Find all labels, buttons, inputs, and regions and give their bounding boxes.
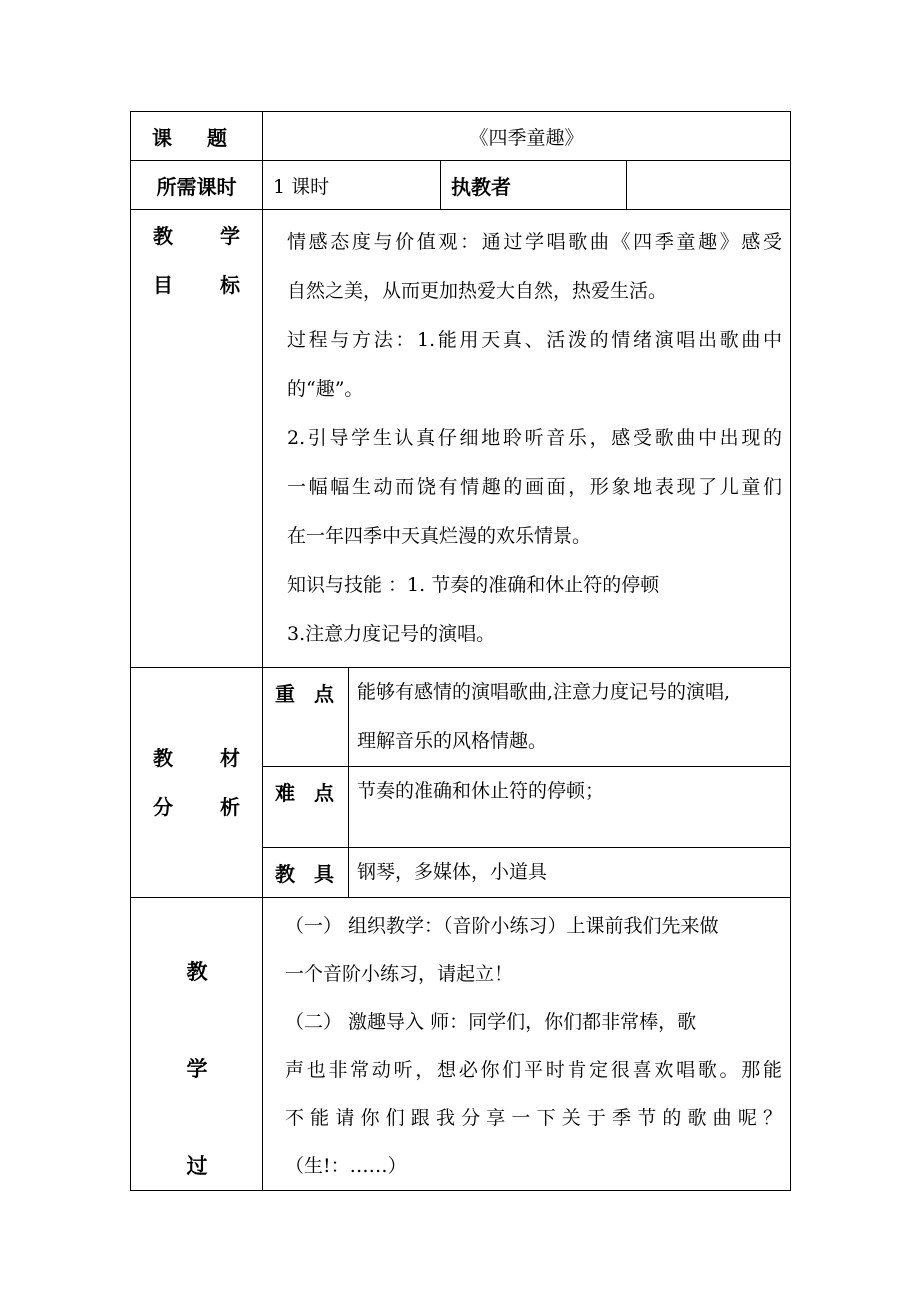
topic-label: 课 题 (131, 112, 263, 161)
lesson-plan-document (130, 111, 790, 1191)
objective-line: 一幅幅生动而饶有情趣的画面，形象地表现了儿童们 (287, 476, 783, 498)
objectives-row (131, 210, 791, 668)
process-label-char: 过 (186, 1154, 208, 1178)
materials-label-line2: 分 析 (153, 794, 260, 819)
process-row (131, 898, 791, 1191)
process-line: 声也非常动听，想必你们平时肯定很喜欢唱歌。那能 (285, 1059, 783, 1081)
objectives-label (131, 210, 263, 668)
tools-label: 教 具 (263, 848, 349, 898)
objective-line: 知识与技能 ：1. 节奏的准确和休止符的停顿 (287, 574, 660, 596)
topic-row (131, 112, 791, 161)
objective-line: 的“趣”。 (287, 378, 364, 400)
process-label-char: 学 (186, 1057, 208, 1081)
teacher-label: 执教者 (441, 161, 627, 210)
key-points-content (349, 668, 791, 767)
materials-label (131, 668, 263, 898)
teacher-value (627, 161, 791, 210)
process-content (263, 898, 791, 1191)
difficulty-label: 难 点 (263, 767, 349, 848)
objective-line: 自然之美，从而更加热爱大自然，热爱生活。 (287, 280, 668, 302)
objective-line: 在一年四季中天真烂漫的欢乐情景。 (287, 525, 592, 547)
topic-value: 《四季童趣》 (263, 112, 791, 161)
key-points-line: 理解音乐的风格情趣。 (357, 730, 548, 752)
process-line: 一个音阶小练习，请起立！ (285, 963, 514, 985)
process-label (131, 898, 263, 1191)
materials-label-line1: 教 材 (153, 745, 260, 770)
hours-value: 1 课时 (263, 161, 441, 210)
objective-line: 2.引导学生认真仔细地聆听音乐，感受歌曲中出现的 (287, 427, 783, 449)
key-points-line: 能够有感情的演唱歌曲,注意力度记号的演唱, (357, 681, 731, 703)
objective-line: 情感态度与价值观：通过学唱歌曲《四季童趣》感受 (287, 231, 783, 253)
difficulty-text: 节奏的准确和休止符的停顿； (357, 780, 605, 802)
hours-label: 所需课时 (131, 161, 263, 210)
process-line: （二） 激趣导入 师：同学们，你们都非常棒，歌 (285, 1011, 697, 1033)
objectives-content (263, 210, 791, 668)
key-points-row (131, 668, 791, 767)
difficulty-cell (349, 767, 791, 848)
key-points-label: 重 点 (263, 668, 349, 767)
objectives-label-line2: 目 标 (153, 273, 260, 297)
objective-line: 过程与方法：1.能用天真、活泼的情绪演唱出歌曲中 (287, 329, 783, 351)
lesson-plan-table (130, 111, 791, 1191)
process-label-char: 教 (186, 960, 208, 984)
process-line: （生!：……） (285, 1155, 407, 1177)
process-line: 不能请你们跟我分享一下关于季节的歌曲呢？ (285, 1107, 783, 1129)
hours-row (131, 161, 791, 210)
tools-cell (349, 848, 791, 898)
process-line: （一） 组织教学：（音阶小练习）上课前我们先来做 (285, 915, 719, 937)
tools-text: 钢琴，多媒体，小道具 (357, 861, 548, 883)
objective-line: 3.注意力度记号的演唱。 (287, 623, 496, 645)
objectives-label-line1: 教 学 (153, 224, 260, 248)
